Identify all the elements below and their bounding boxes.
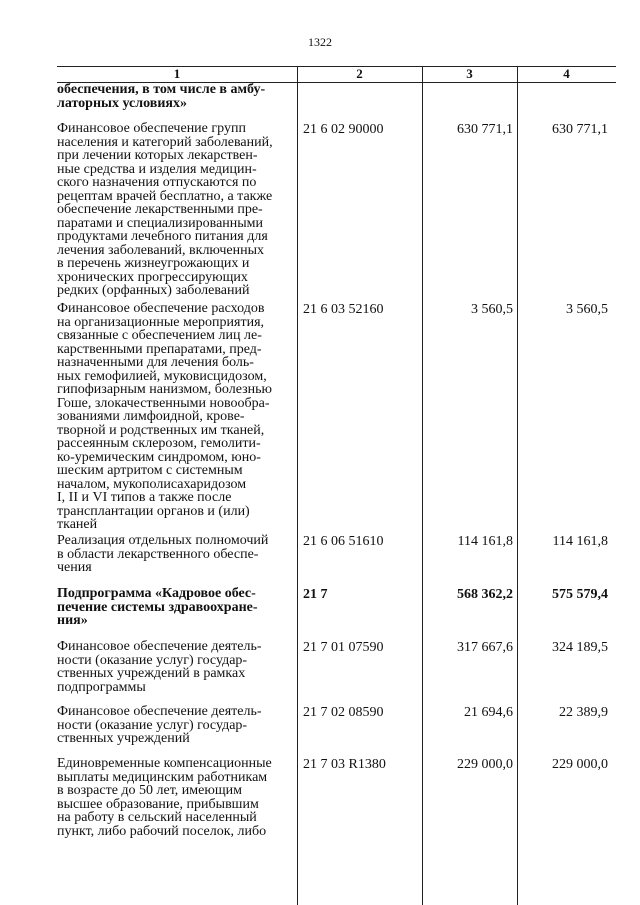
page-number: 1322 — [308, 35, 332, 49]
row-2-line-3: при лечении которых лекарствен- — [57, 148, 258, 163]
row-2-line-5: ского назначения отпускаются по — [57, 175, 257, 190]
row-2-line-11: в перечень жизнеугрожающих и — [57, 256, 250, 271]
row-7-line-1: Финансовое обеспечение деятель- — [57, 704, 262, 719]
row-3-line-16: трансплантации органов и (или) — [57, 503, 250, 519]
row-6-line-2: ности (оказание услуг) государ- — [57, 652, 248, 668]
row-1-description — [57, 83, 300, 110]
row-3-description — [57, 302, 300, 532]
row-7-line-3: ственных учреждений — [57, 731, 190, 746]
row-3-code: 21 6 03 52160 — [303, 302, 384, 317]
row-3-line-4: карственными препаратами, пред- — [57, 341, 262, 357]
row-2-line-2: населения и категорий заболеваний, — [57, 134, 273, 150]
row-4-value-col3: 114 161,8 — [457, 534, 513, 549]
row-2-line-12: хронических прогрессирующих — [57, 269, 248, 285]
column-divider-3 — [517, 66, 518, 905]
row-3-line-7: гипофизарным нанизмом, болезнью — [57, 382, 272, 397]
row-3-line-6: ных гемофилией, муковисцидозом, — [57, 368, 267, 384]
row-4-value-col4: 114 161,8 — [552, 534, 608, 549]
row-8-line-4: высшее образование, прибывшим — [57, 796, 259, 812]
row-2-line-9: продуктами лечебного питания для — [57, 229, 268, 244]
header-col-4: 4 — [563, 66, 570, 81]
row-5-line-1: Подпрограмма «Кадровое обес- — [57, 586, 256, 601]
header-col-2: 2 — [356, 66, 363, 81]
row-2-value-col3: 630 771,1 — [457, 122, 513, 137]
row-6-description — [57, 640, 300, 694]
row-3-line-14: началом, мукополисахаридозом — [57, 476, 247, 492]
row-1-line-1: обеспечения, в том числе в амбу- — [57, 82, 266, 97]
row-3-value-col4: 3 560,5 — [566, 302, 608, 317]
row-8-line-6: пункт, либо рабочий поселок, либо — [57, 823, 267, 839]
row-2-line-4: ные средства и изделия медицин- — [57, 161, 257, 177]
row-6-value-col4: 324 189,5 — [552, 640, 608, 655]
row-2-code: 21 6 02 90000 — [303, 122, 384, 137]
row-3-line-12: ко-уремическим синдромом, юно- — [57, 449, 261, 465]
row-6-line-1: Финансовое обеспечение деятель- — [57, 639, 262, 654]
row-3-line-15: I, II и VI типов а также после — [57, 490, 232, 505]
row-8-line-3: в возрасте до 50 лет, имеющим — [57, 783, 242, 798]
row-2-line-7: обеспечение лекарственными пре- — [57, 202, 263, 217]
row-2-value-col4: 630 771,1 — [552, 122, 608, 137]
row-8-line-2: выплаты медицинским работникам — [57, 769, 268, 785]
row-2-line-1: Финансовое обеспечение групп — [57, 121, 246, 136]
row-1-line-2: латорных условиях» — [57, 95, 187, 111]
row-3-line-2: на организационные мероприятия, — [57, 314, 265, 330]
row-4-line-1: Реализация отдельных полномочий — [57, 533, 269, 548]
row-4-code: 21 6 06 51610 — [303, 534, 384, 549]
row-8-value-col3: 229 000,0 — [457, 757, 513, 772]
row-2-line-13: редких (орфанных) заболеваний — [57, 283, 250, 298]
row-8-code: 21 7 03 R1380 — [303, 757, 386, 772]
row-6-code: 21 7 01 07590 — [303, 640, 384, 655]
row-5-code: 21 7 — [303, 587, 328, 602]
row-3-line-10: творной и родственных им тканей, — [57, 422, 265, 438]
row-4-description — [57, 534, 300, 575]
row-6-value-col3: 317 667,6 — [457, 640, 513, 655]
row-3-line-9: зованиями лимфоидной, крове- — [57, 409, 245, 424]
row-6-line-3: ственных учреждений в рамках — [57, 666, 246, 681]
row-2-line-10: лечения заболеваний, включенных — [57, 242, 264, 258]
row-5-value-col4: 575 579,4 — [552, 587, 608, 602]
row-4-line-2: в области лекарственного обеспе- — [57, 546, 259, 562]
header-col-1: 1 — [173, 66, 181, 81]
column-divider-2 — [422, 66, 423, 905]
row-8-description — [57, 757, 300, 838]
row-4-line-3: чения — [57, 560, 92, 575]
row-6-line-4: подпрограммы — [57, 679, 146, 695]
row-5-value-col3: 568 362,2 — [457, 587, 513, 602]
row-5-line-3: ния» — [57, 613, 88, 628]
row-2-description — [57, 122, 300, 298]
row-3-line-3: связанные с обеспечением лиц ле- — [57, 328, 262, 343]
row-3-line-11: рассеянным склерозом, гемолити- — [57, 436, 261, 451]
row-7-value-col4: 22 389,9 — [559, 705, 608, 720]
row-3-line-8: Гоше, злокачественными новообра- — [57, 395, 270, 411]
row-2-line-6: рецептам врачей бесплатно, а также — [57, 188, 273, 204]
header-col-3: 3 — [466, 66, 473, 81]
row-7-line-2: ности (оказание услуг) государ- — [57, 717, 248, 733]
row-5-line-2: печение системы здравоохране- — [57, 599, 258, 615]
row-2-line-8: паратами и специализированными — [57, 215, 264, 231]
row-8-line-5: на работу в сельский населенный — [57, 810, 257, 825]
row-8-line-1: Единовременные компенсационные — [57, 756, 272, 771]
row-3-line-5: назначенными для лечения боль- — [57, 355, 254, 370]
row-5-description — [57, 587, 300, 628]
row-7-description — [57, 705, 300, 746]
row-3-line-17: тканей — [57, 517, 98, 532]
row-7-value-col3: 21 694,6 — [464, 705, 513, 720]
row-3-line-13: шеским артритом с системным — [57, 463, 243, 478]
row-3-line-1: Финансовое обеспечение расходов — [57, 301, 265, 316]
row-7-code: 21 7 02 08590 — [303, 705, 384, 720]
row-8-value-col4: 229 000,0 — [552, 757, 608, 772]
row-3-value-col3: 3 560,5 — [471, 302, 513, 317]
